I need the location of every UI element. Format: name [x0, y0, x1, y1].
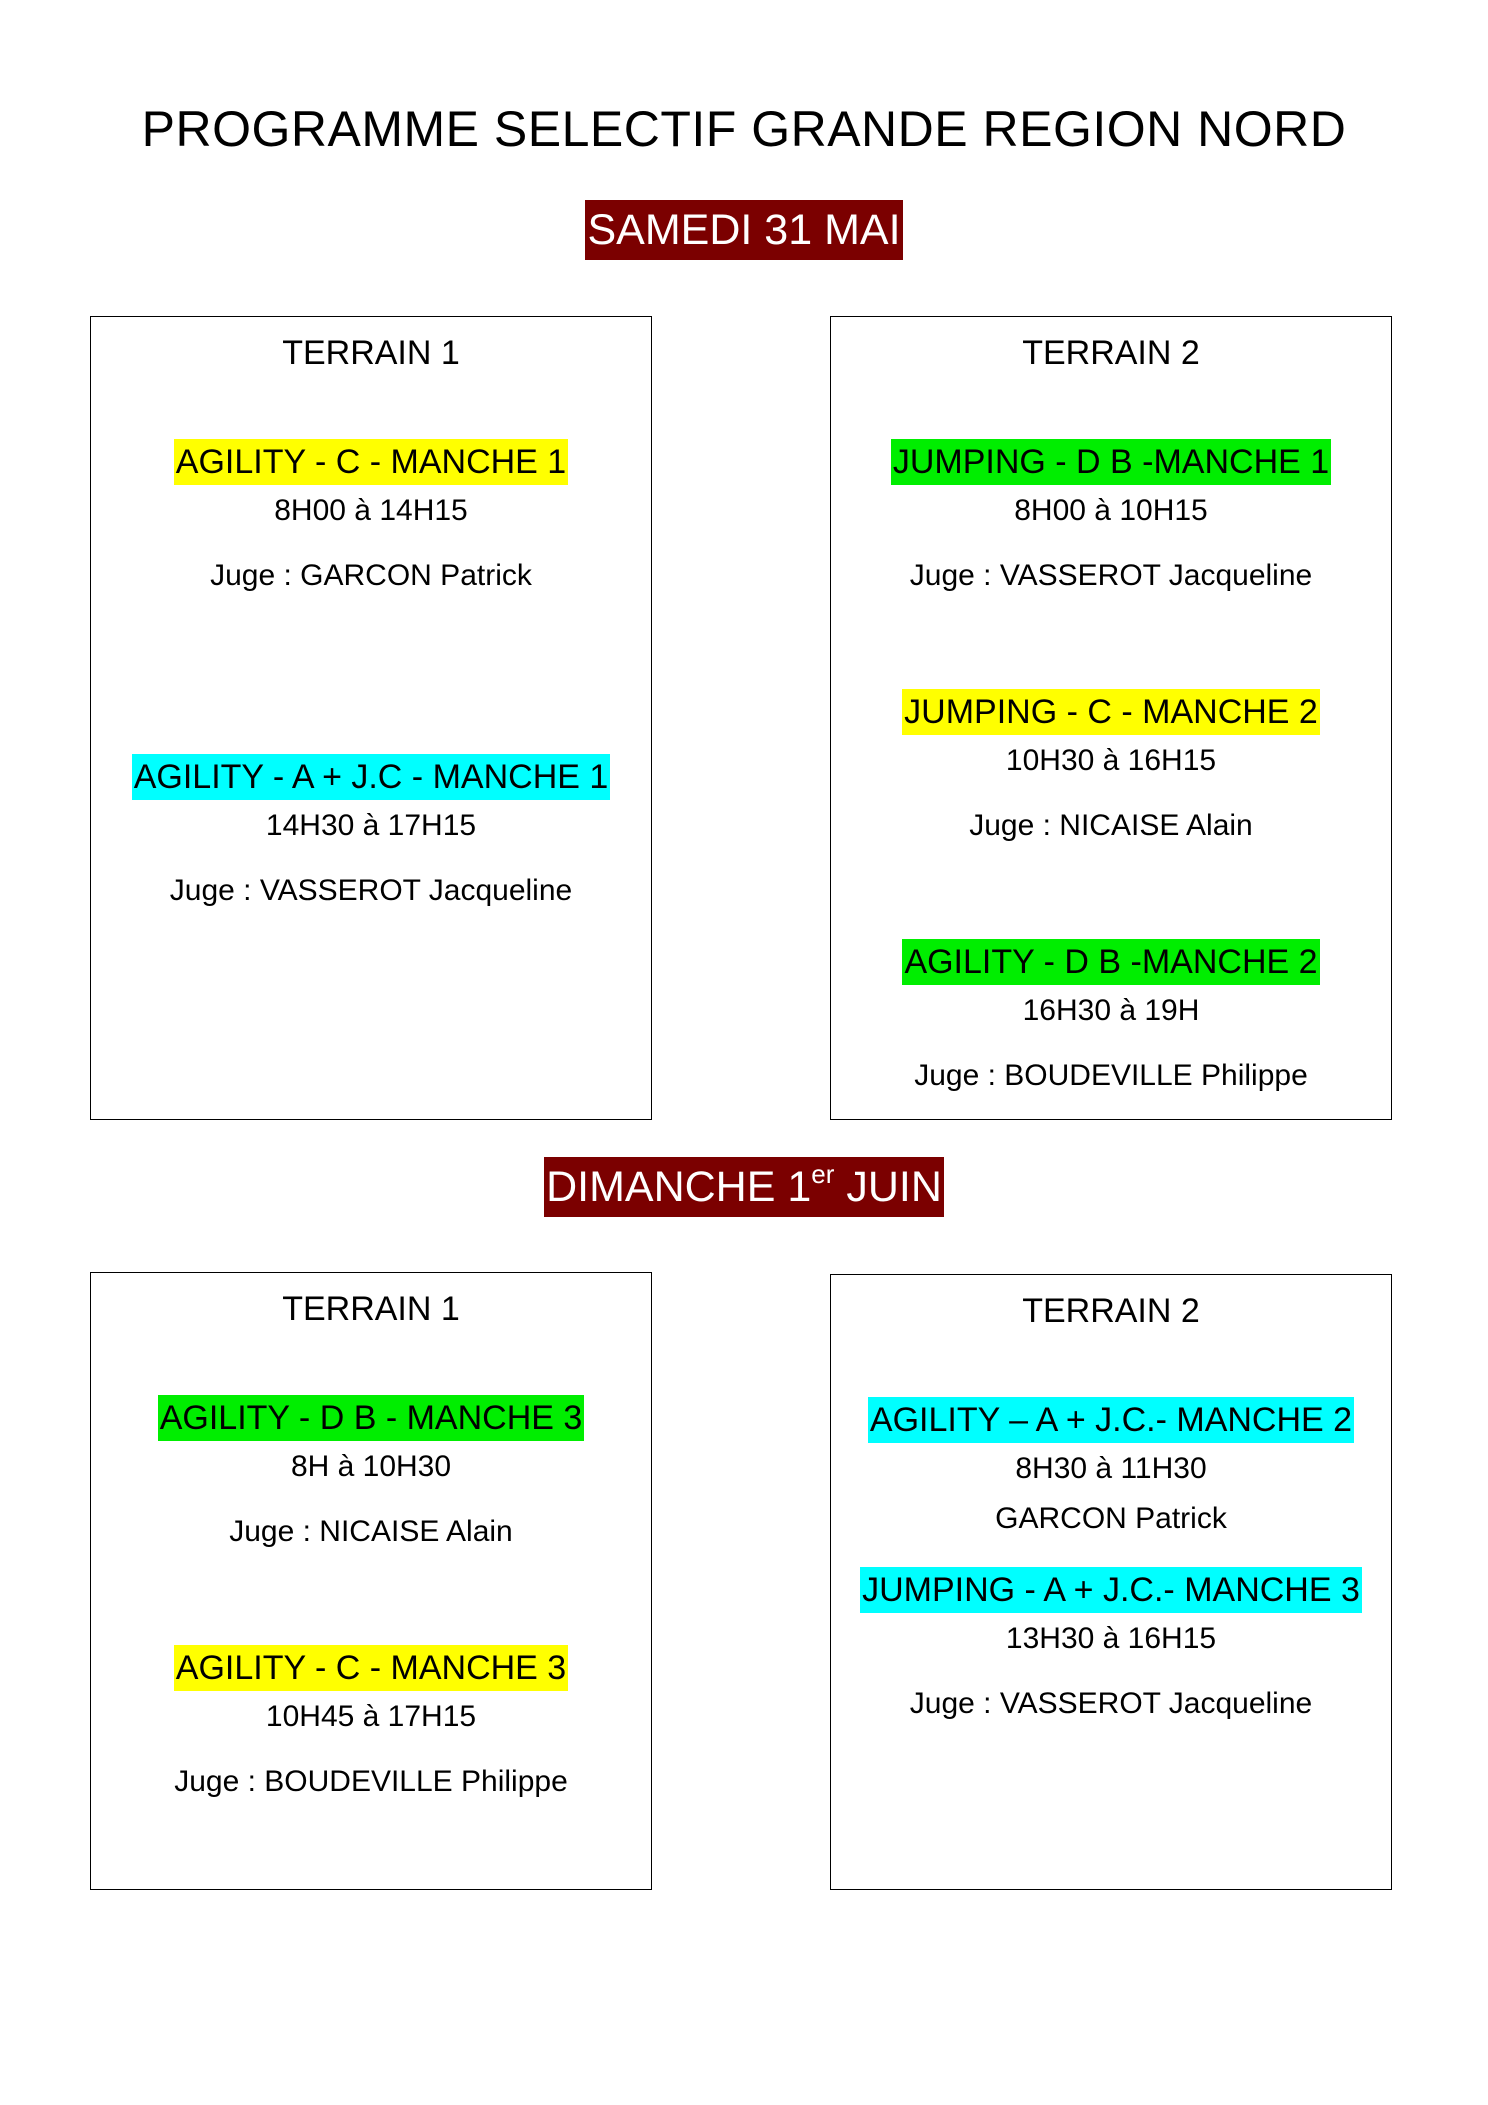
terrain-label: TERRAIN 2	[1022, 334, 1200, 372]
event-block	[831, 1567, 1391, 1724]
event-name: AGILITY - C - MANCHE 3	[174, 1645, 568, 1691]
day-label	[544, 1157, 944, 1217]
event-block	[831, 689, 1391, 846]
event-name: AGILITY - C - MANCHE 1	[174, 439, 568, 485]
sun-terrain-2	[830, 1274, 1392, 1890]
event-judge: Juge : VASSEROT Jacqueline	[909, 559, 1313, 592]
event-block	[91, 754, 651, 911]
event-name: AGILITY - A + J.C - MANCHE 1	[132, 754, 611, 800]
event-time: 14H30 à 17H15	[265, 809, 477, 842]
page-title: PROGRAMME SELECTIF GRANDE REGION NORD	[141, 101, 1347, 157]
event-judge: Juge : GARCON Patrick	[210, 559, 532, 592]
event-name: AGILITY - D B -MANCHE 2	[902, 939, 1319, 985]
day-label-sup: er	[811, 1159, 835, 1189]
sat-terrain-1	[90, 316, 652, 1120]
event-time: 8H00 à 14H15	[274, 494, 468, 527]
event-judge: GARCON Patrick	[995, 1502, 1227, 1535]
event-block	[91, 1645, 651, 1802]
sat-terrain-2	[830, 316, 1392, 1120]
event-judge: Juge : BOUDEVILLE Philippe	[914, 1059, 1308, 1092]
event-name: AGILITY – A + J.C.- MANCHE 2	[868, 1397, 1354, 1443]
event-block	[831, 1397, 1391, 1539]
event-name: JUMPING - A + J.C.- MANCHE 3	[860, 1567, 1362, 1613]
event-time: 16H30 à 19H	[1022, 994, 1200, 1027]
terrain-label: TERRAIN 2	[1022, 1292, 1200, 1330]
event-name: JUMPING - D B -MANCHE 1	[891, 439, 1331, 485]
day-header-sunday	[0, 1157, 1488, 1217]
event-time: 8H00 à 10H15	[1014, 494, 1208, 527]
day-label-end: JUIN	[834, 1163, 942, 1211]
event-time: 10H30 à 16H15	[1005, 744, 1217, 777]
day-label-main: DIMANCHE 1	[546, 1163, 812, 1211]
event-time: 8H30 à 11H30	[1015, 1452, 1207, 1485]
day-label: SAMEDI 31 MAI	[585, 200, 902, 260]
event-block	[831, 439, 1391, 596]
event-time: 10H45 à 17H15	[265, 1700, 477, 1733]
event-judge: Juge : VASSEROT Jacqueline	[909, 1687, 1313, 1720]
event-name: AGILITY - D B - MANCHE 3	[158, 1395, 585, 1441]
event-judge: Juge : VASSEROT Jacqueline	[169, 874, 573, 907]
day-header-saturday	[0, 200, 1488, 260]
terrain-label: TERRAIN 1	[282, 1290, 460, 1328]
event-time: 13H30 à 16H15	[1005, 1622, 1217, 1655]
sun-terrain-1	[90, 1272, 652, 1890]
event-block	[831, 939, 1391, 1096]
event-name: JUMPING - C - MANCHE 2	[902, 689, 1320, 735]
event-block	[91, 439, 651, 596]
event-judge: Juge : NICAISE Alain	[969, 809, 1253, 842]
event-judge: Juge : BOUDEVILLE Philippe	[174, 1765, 568, 1798]
terrain-label: TERRAIN 1	[282, 334, 460, 372]
event-block	[91, 1395, 651, 1552]
event-time: 8H à 10H30	[290, 1450, 452, 1483]
event-judge: Juge : NICAISE Alain	[229, 1515, 513, 1548]
